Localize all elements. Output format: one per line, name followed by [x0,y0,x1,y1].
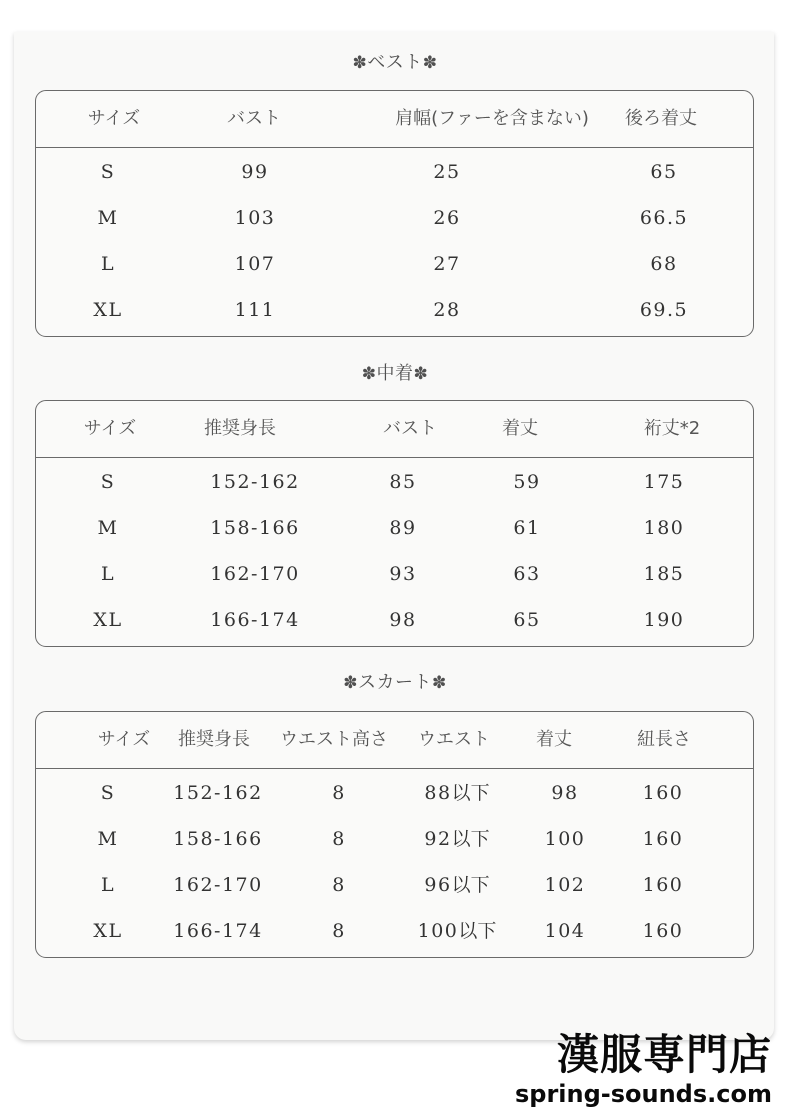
table-row: XL 111 28 69.5 [93,299,689,321]
header-cell: バスト [227,108,281,129]
header-cell: サイズ [83,418,137,439]
table-row: S 99 25 65 [100,161,678,183]
header-cell: バスト [383,418,437,439]
header-cell: 推奨身長 [178,729,250,750]
header-cell: 着丈 [536,729,572,750]
header-cell: 肩幅(ファーを含まない) [395,108,589,129]
table-row: S 152-162 8 88以下 98 160 [100,782,684,804]
table-row: M 103 26 66.5 [97,207,689,229]
flower-icon: ✽ [361,364,377,384]
table-row: M 158-166 89 61 180 [97,517,685,539]
inner-section-title: ✽中着✽ [361,363,429,384]
skirt-size-table [35,711,754,958]
brand-logo [515,1030,772,1108]
vest-section-title: ✽ベスト✽ [352,52,438,73]
table-header [36,91,753,148]
table-header [36,712,753,769]
header-cell: ウエスト高さ [280,729,388,750]
flower-icon: ✽ [422,53,438,73]
flower-icon: ✽ [352,53,368,73]
header-cell: 後ろ着丈 [625,108,697,129]
table-header [36,401,753,458]
table-row: L 162-170 93 63 185 [100,563,685,585]
header-cell: サイズ [97,729,151,750]
header-cell: 着丈 [502,418,538,439]
table-row: L 162-170 8 96以下 102 160 [100,874,684,896]
header-cell: ウエスト [418,729,490,750]
brand-url: spring-sounds.com [514,1080,772,1108]
table-row: S 152-162 85 59 175 [100,471,685,493]
brand-name: 漢服専門店 [556,1030,772,1079]
table-row: M 158-166 8 92以下 100 160 [97,828,684,850]
header-cell: 裄丈*2 [643,418,701,439]
table-row: L 107 27 68 [100,253,678,275]
table-row: XL 166-174 98 65 190 [93,609,685,631]
flower-icon: ✽ [343,673,358,693]
header-cell: 紐長さ [637,729,691,750]
inner-size-table [35,400,754,647]
vest-size-table [35,90,754,337]
header-cell: 推奨身長 [204,418,276,439]
table-row: XL 166-174 8 100以下 104 160 [93,920,684,942]
header-cell: サイズ [87,108,141,129]
flower-icon: ✽ [432,673,447,693]
flower-icon: ✽ [413,364,429,384]
skirt-section-title: ✽スカート✽ [343,672,447,693]
